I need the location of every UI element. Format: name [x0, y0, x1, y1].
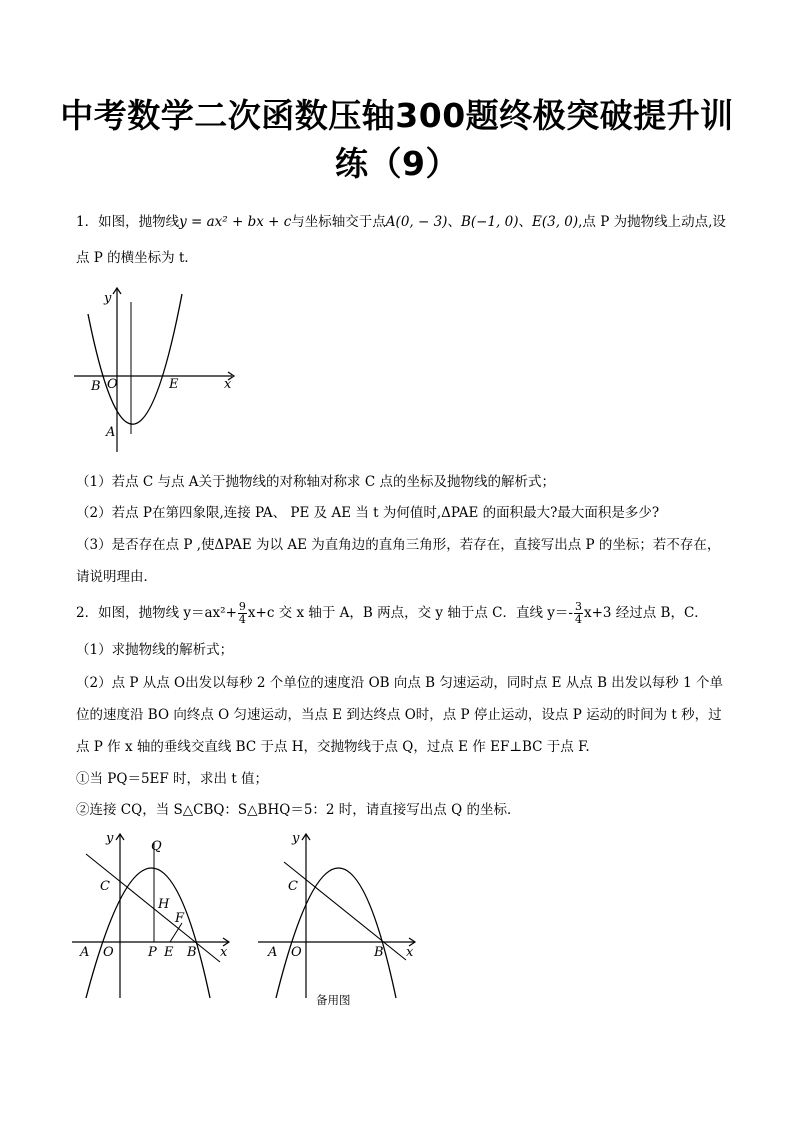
q2-stem-a: 2．如图，抛物线 y＝ax²+	[76, 605, 237, 621]
q2f2-label-a: A	[268, 945, 278, 960]
q2f1-label-c: C	[100, 879, 110, 894]
q2-fraction-2	[574, 601, 583, 626]
q1-parabola-figure	[72, 284, 247, 454]
q2f1-label-e: E	[164, 945, 174, 960]
q2f1-label-a: A	[80, 945, 90, 960]
q2f2-label-b: B	[374, 945, 384, 960]
q2-figure-2	[256, 828, 426, 1008]
q2-figure-1	[70, 828, 240, 1000]
q1-point-a: A(0, − 3)	[385, 214, 448, 230]
q1-sep-2: 、	[518, 214, 532, 230]
q2f1-label-y: y	[106, 831, 114, 846]
q2-sub-2: ②连接 CQ，当 S△CBQ：S△BHQ＝5：2 时，请直接写出点 Q 的坐标．	[76, 802, 521, 818]
q2-fraction-1-denominator: 4	[238, 613, 246, 626]
q2f2-label-o: O	[291, 945, 302, 960]
q2f2-label-x: x	[406, 945, 414, 960]
q1-label-y: y	[104, 291, 112, 306]
q2f2-caption: 备用图	[316, 995, 351, 1007]
document-title	[60, 92, 734, 188]
q1-stem-a: 1．如图，抛物线	[76, 214, 180, 230]
q2-part-2-line-1: （2）点 P 从点 O出发以每秒 2 个单位的速度沿 OB 向点 B 匀速运动，同时点 E 从点 B 出发以每秒 1 个单	[76, 675, 723, 691]
q2f1-label-x: x	[220, 945, 228, 960]
q2-fraction-1-numerator: 9	[238, 600, 246, 613]
q2-part-1: （1）求抛物线的解析式；	[76, 642, 234, 658]
q2-stem-c: x+3 经过点 B，C．	[583, 605, 708, 621]
q1-label-a: A	[106, 425, 116, 440]
q2-part-2-line-2: 位的速度沿 BO 向终点 O 匀速运动，当点 E 到达终点 O时，点 P 停止运动，设点 P 运动的时间为 t 秒，过	[76, 707, 722, 723]
q1-label-o: O	[107, 377, 118, 392]
q2-fraction-2-denominator: 4	[574, 613, 582, 626]
q1-label-e: E	[169, 377, 179, 392]
q2-part-2-line-3: 点 P 作 x 轴的垂线交直线 BC 于点 H，交抛物线于点 Q，过点 E 作 EF⊥BC 于点 F.	[76, 739, 590, 755]
q2-fraction-1	[238, 601, 247, 626]
q1-stem-line-1	[76, 212, 726, 232]
q2f2-label-c: C	[288, 879, 298, 894]
q1-sep-1: 、	[447, 214, 461, 230]
q2f2-line-bc	[284, 862, 406, 960]
q1-formula: y = ax² + bx + c	[179, 214, 292, 230]
q2f2-label-y: y	[292, 831, 300, 846]
q1-point-e: E(3, 0)	[531, 214, 579, 230]
q2f1-label-f: F	[175, 911, 185, 926]
q1-stem-b: 与坐标轴交于点	[291, 214, 386, 230]
q1-label-x: x	[224, 377, 232, 392]
q2f1-label-o: O	[103, 945, 114, 960]
q1-part-3-line-1: （3）是否存在点 P ,使ΔPAE 为以 AE 为直角边的直角三角形，若存在，直接写出点 P 的坐标；若不存在，	[76, 537, 721, 553]
q2f1-label-q: Q	[151, 839, 162, 854]
q2-stem-b: x+c 交 x 轴于 A，B 两点，交 y 轴于点 C．直线 y＝-	[247, 605, 573, 621]
q1-stem-line-2: 点 P 的横坐标为 t．	[76, 250, 198, 266]
q2f1-label-p: P	[148, 945, 157, 960]
q1-parabola-curve	[88, 294, 182, 424]
q2-fraction-2-numerator: 3	[574, 600, 582, 613]
q1-stem-c: ,点 P 为抛物线上动点,设	[578, 214, 726, 230]
title-line-1: 中考数学二次函数压轴300题终极突破提升训	[60, 96, 734, 135]
q1-part-1: （1）若点 C 与点 A关于抛物线的对称轴对称求 C 点的坐标及抛物线的解析式；	[76, 474, 555, 490]
q1-part-2: （2）若点 P在第四象限,连接 PA、 PE 及 AE 当 t 为何值时,ΔPAE 的面积最大?最大面积是多少?	[76, 505, 660, 521]
q1-label-b: B	[91, 379, 101, 394]
q2f1-label-b: B	[187, 945, 197, 960]
q2-sub-1: ①当 PQ＝5EF 时，求出 t 值；	[76, 771, 269, 787]
q1-point-b: B(−1, 0)	[460, 214, 519, 230]
q1-part-3-line-2: 请说明理由．	[76, 569, 157, 585]
q2f1-label-h: H	[158, 897, 170, 912]
title-line-2: 练（9）	[335, 144, 459, 183]
q2-stem-line-1	[76, 601, 708, 626]
